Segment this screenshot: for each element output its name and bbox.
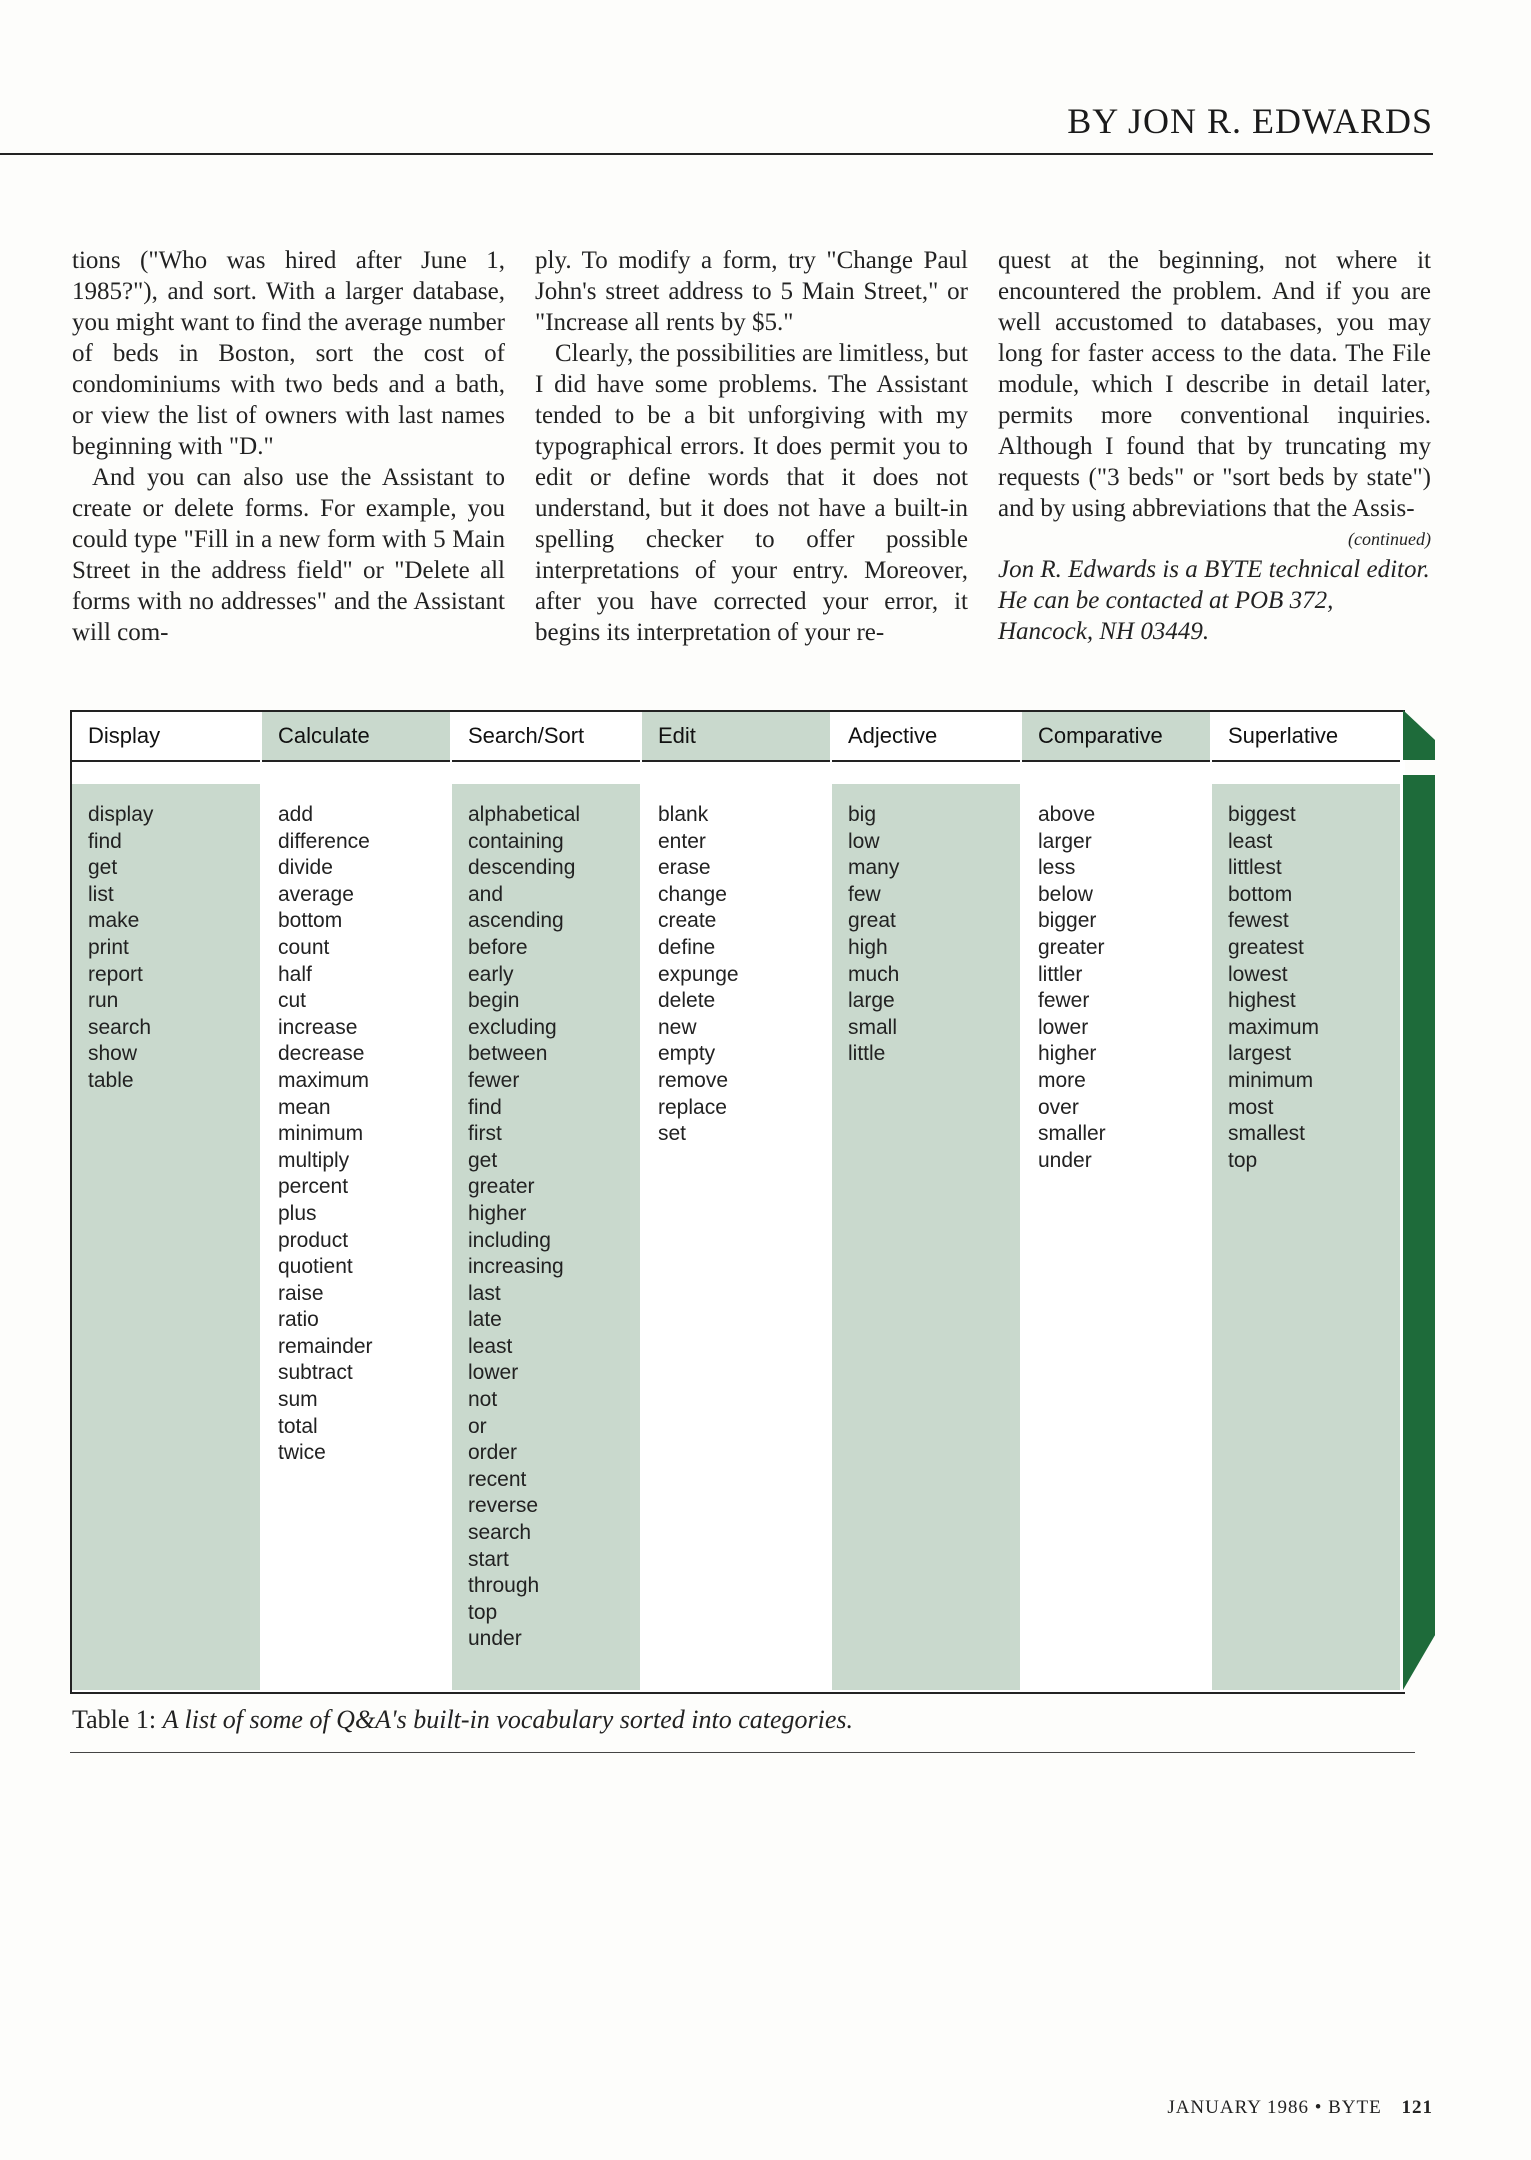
author-bio: Jon R. Edwards is a BYTE technical editor. He can be contacted at POB 372, Hancock, NH 03449. [998,556,1430,645]
vocabulary-word: few [848,882,881,906]
paragraph: quest at the beginning, not where it encountered the problem. And if you are well accustomed to databases, you may long for faster access to the data. The File module, which I describe in detail later, permits more conventional inquiries. Although I found that by truncating my requests ("3 beds" or "sort beds by state") and by using abbreviations that the Assis- [998,247,1431,522]
vocabulary-word: top [1228,1148,1258,1172]
vocabulary-word: list [88,882,114,906]
vocabulary-word: minimum [278,1122,364,1146]
word-list [278,802,373,1467]
header-gap [262,762,450,784]
vocabulary-word: maximum [278,1068,370,1092]
vocabulary-word: lower [468,1361,519,1385]
table-column-adjective [832,712,1020,1690]
vocabulary-word: find [468,1095,502,1119]
vocabulary-word: begin [468,989,520,1013]
vocabulary-word: first [468,1122,502,1146]
vocabulary-word: twice [278,1441,326,1465]
vocabulary-word: mean [278,1095,331,1119]
vocabulary-word: make [88,909,140,933]
vocabulary-word: get [468,1148,498,1172]
vocabulary-word: replace [658,1095,727,1119]
table-column-header: Display [72,712,260,762]
table-column-superlative [1212,712,1400,1690]
vocabulary-word: high [848,935,888,959]
vocabulary-word: bigger [1038,909,1097,933]
word-list [658,802,739,1148]
vocabulary-word: get [88,856,118,880]
caption-label: Table 1: [72,1705,157,1734]
vocabulary-word: quotient [278,1255,353,1279]
word-list [1038,802,1106,1174]
vocabulary-word: top [468,1600,498,1624]
table-column-header: Search/Sort [452,712,640,762]
vocabulary-word: blank [658,803,709,826]
byline [1067,100,1433,142]
vocabulary-word: ratio [278,1308,319,1332]
vocabulary-word: largest [1228,1042,1292,1066]
green-bar-decoration [1403,775,1435,1690]
byline-prefix: BY [1067,101,1118,141]
vocabulary-word: small [848,1015,898,1039]
header-gap [452,762,640,784]
vocabulary-word: expunge [658,962,739,986]
article-column-1 [72,245,505,648]
caption-rule [70,1752,1415,1753]
table-column-edit [642,712,830,1690]
vocabulary-word: not [468,1388,498,1412]
header-gap [832,762,1020,784]
page-number: 121 [1401,2097,1433,2118]
vocabulary-word: ascending [468,909,564,933]
vocabulary-word: divide [278,856,333,880]
vocabulary-word: big [848,803,877,826]
vocabulary-word: plus [278,1201,317,1225]
vocabulary-word: littler [1038,962,1083,986]
vocabulary-word: or [468,1414,487,1438]
vocabulary-word: order [468,1441,518,1465]
vocabulary-word: empty [658,1042,716,1066]
vocabulary-word: delete [658,989,716,1013]
vocabulary-word: above [1038,803,1096,826]
vocabulary-word: highest [1228,989,1296,1013]
vocabulary-word: new [658,1015,697,1039]
vocabulary-word: great [848,909,896,933]
vocabulary-word: minimum [1228,1068,1314,1092]
article-column-3 [998,245,1431,647]
vocabulary-word: increasing [468,1255,564,1279]
paragraph: tions ("Who was hired after June 1, 1985?"), and sort. With a larger database, you might want to find the average number of beds in Boston, sort the cost of condominiums with two beds and a bath, or view the list of owners with last names beginning with "D." [72,247,505,460]
vocabulary-word: fewest [1228,909,1289,933]
vocabulary-word: start [468,1547,509,1571]
vocabulary-word: cut [278,989,307,1013]
vocabulary-word: bottom [278,909,343,933]
vocabulary-word: most [1228,1095,1274,1119]
vocabulary-word: percent [278,1175,349,1199]
vocabulary-word: search [88,1015,152,1039]
vocabulary-word: large [848,989,895,1013]
vocabulary-word: run [88,989,119,1013]
vocabulary-word: higher [468,1201,527,1225]
vocabulary-word: low [848,829,880,853]
vocabulary-word: set [658,1122,687,1146]
vocabulary-word: remove [658,1068,729,1092]
header-gap [1022,762,1210,784]
vocabulary-word: and [468,882,504,906]
vocabulary-word: half [278,962,312,986]
vocabulary-word: more [1038,1068,1086,1092]
table-caption [72,1705,853,1735]
header-rule [0,153,1433,155]
paragraph: Clearly, the possibilities are limitless, but I did have some problems. The Assistant tended to be a bit unforgiving with my typographical errors. It does permit you to edit or define words that it does not understand, but it does not have a built-in spelling checker to offer possible interpretations of your entry. Moreover, after you have corrected your error, it begins its interpretation of your re- [535,340,968,646]
vocabulary-word: multiply [278,1148,350,1172]
vocabulary-word: show [88,1042,138,1066]
vocabulary-word: subtract [278,1361,353,1385]
vocabulary-word: define [658,935,716,959]
vocabulary-word: greater [1038,935,1105,959]
vocabulary-word: fewer [1038,989,1090,1013]
word-list [468,802,580,1653]
vocabulary-word: display [88,803,154,826]
table-column-calculate [262,712,450,1690]
vocabulary-word: least [1228,829,1273,853]
vocabulary-word: print [88,935,129,959]
word-list [848,802,899,1068]
vocabulary-word: many [848,856,900,880]
vocabulary-word: remainder [278,1334,373,1358]
vocabulary-word: containing [468,829,564,853]
vocabulary-word: lowest [1228,962,1288,986]
vocabulary-word: smaller [1038,1122,1106,1146]
vocabulary-word: total [278,1414,318,1438]
green-tab-decoration [1403,710,1435,760]
vocabulary-word: little [848,1042,886,1066]
byline-author: JON R. EDWARDS [1127,101,1433,141]
vocabulary-word: smallest [1228,1122,1306,1146]
vocabulary-word: erase [658,856,711,880]
vocabulary-word: count [278,935,330,959]
table-column-search-sort [452,712,640,1690]
table-column-display [72,712,260,1690]
vocabulary-table [70,710,1405,1694]
vocabulary-word: report [88,962,143,986]
table-column-comparative [1022,712,1210,1690]
vocabulary-word: decrease [278,1042,365,1066]
vocabulary-word: over [1038,1095,1079,1119]
vocabulary-word: larger [1038,829,1092,853]
header-gap [72,762,260,784]
page-footer [1167,2097,1433,2119]
header-gap [642,762,830,784]
article-column-2 [535,245,968,648]
vocabulary-word: biggest [1228,803,1296,826]
vocabulary-word: recent [468,1467,527,1491]
vocabulary-word: search [468,1521,532,1545]
footer-issue: JANUARY 1986 • BYTE [1167,2097,1382,2118]
word-list [1228,802,1319,1174]
vocabulary-word: higher [1038,1042,1097,1066]
vocabulary-word: excluding [468,1015,557,1039]
vocabulary-word: fewer [468,1068,520,1092]
vocabulary-word: raise [278,1281,324,1305]
header-gap [1212,762,1400,784]
vocabulary-word: under [468,1627,522,1651]
vocabulary-word: descending [468,856,576,880]
vocabulary-word: bottom [1228,882,1293,906]
vocabulary-word: through [468,1574,540,1598]
vocabulary-word: product [278,1228,349,1252]
vocabulary-word: least [468,1334,513,1358]
vocabulary-word: create [658,909,717,933]
vocabulary-word: table [88,1068,134,1092]
table-column-header: Calculate [262,712,450,762]
vocabulary-word: littlest [1228,856,1282,880]
vocabulary-word: find [88,829,122,853]
vocabulary-word: add [278,803,314,826]
table-column-header: Edit [642,712,830,762]
word-list [88,802,153,1095]
vocabulary-word: greatest [1228,935,1304,959]
article-body [72,245,1432,685]
vocabulary-word: increase [278,1015,358,1039]
vocabulary-word: late [468,1308,502,1332]
vocabulary-word: average [278,882,354,906]
vocabulary-word: alphabetical [468,803,581,826]
table-column-header: Comparative [1022,712,1210,762]
vocabulary-word: reverse [468,1494,539,1518]
paragraph: ply. To modify a form, try "Change Paul John's street address to 5 Main Street," or "Increase all rents by $5." [535,247,968,336]
vocabulary-word: greater [468,1175,535,1199]
vocabulary-word: enter [658,829,706,853]
vocabulary-word: much [848,962,900,986]
vocabulary-word: before [468,935,528,959]
paragraph: And you can also use the Assistant to create or delete forms. For example, you could type "Fill in a new form with 5 Main Street in the address field" or "Delete all forms with no addresses" and the Assistant will com- [72,464,505,646]
vocabulary-word: lower [1038,1015,1089,1039]
table-column-header: Adjective [832,712,1020,762]
vocabulary-word: under [1038,1148,1092,1172]
vocabulary-word: change [658,882,727,906]
vocabulary-word: including [468,1228,551,1252]
table-column-header: Superlative [1212,712,1400,762]
vocabulary-word: below [1038,882,1093,906]
vocabulary-word: less [1038,856,1076,880]
vocabulary-word: maximum [1228,1015,1320,1039]
vocabulary-word: sum [278,1388,318,1412]
caption-text: A list of some of Q&A's built-in vocabulary sorted into categories. [162,1705,854,1734]
continued-note: (continued) [1348,529,1431,549]
vocabulary-word: early [468,962,514,986]
vocabulary-word: difference [278,829,370,853]
vocabulary-word: last [468,1281,501,1305]
vocabulary-word: between [468,1042,548,1066]
